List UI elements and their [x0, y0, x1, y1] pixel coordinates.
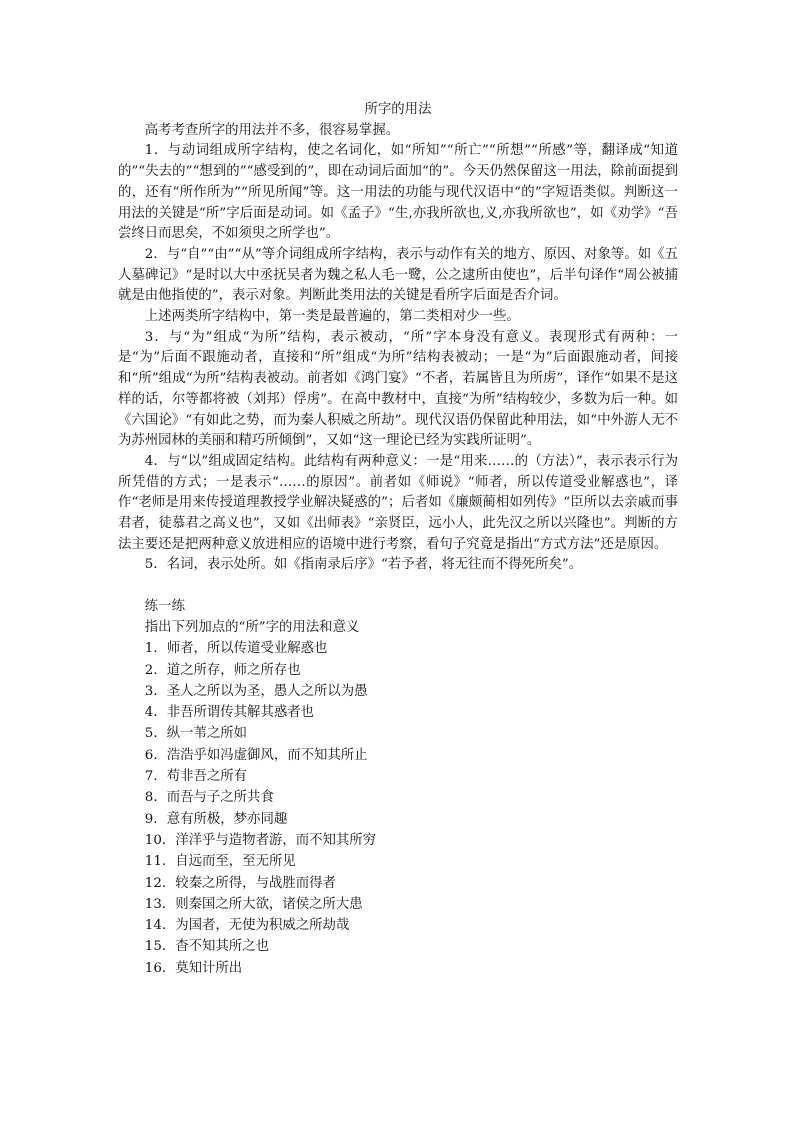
document-title: 所字的用法 — [364, 102, 432, 117]
usage-1-paragraph: 1．与动词组成所字结构，使之名词化，如“所知”“所亡”“所想”“所感”等，翻译成“知道的”“失去的”“想到的”“感受到的”，即在动词后面加“的”。今天仍然保留这一用法，除前面提到的，还有“所作所为”“所见所闻”等。这一用法的功能与现代汉语中“的”字短语类似。判断这一用法的关键是“所”字后面是动词。如《孟子》“生,亦我所欲也,义,亦我所欲也”，如《劝学》“吾尝终日而思矣，不如须臾之所学也”。 — [118, 143, 678, 242]
exercise-item: 10．洋洋乎与造物者游，而不知其所穷 — [144, 832, 377, 848]
section-spacer — [118, 576, 678, 597]
exercise-item: 5．纵一苇之所如 — [144, 726, 248, 742]
exercise-item: 12．较秦之所得，与战胜而得者 — [144, 875, 336, 891]
exercise-list — [118, 638, 678, 979]
summary-paragraph: 上述两类所字结构中，第一类是最普遍的，第二类相对少一些。 — [144, 309, 520, 325]
exercise-item: 16．莫知计所出 — [144, 960, 243, 976]
exercise-item: 6．浩浩乎如冯虚御风，而不知其所止 — [144, 747, 368, 763]
exercise-item: 1．师者，所以传道受业解惑也 — [144, 641, 328, 657]
usage-4-paragraph: 4．与“以”组成固定结构。此结构有两种意义：一是“用来……的（方法）”，表示表示行为所凭借的方式；一是表示“……的原因”。前者如《师说》“师者，所以传道受业解惑也”，译作“老师是用来传授道理教授学业解决疑惑的”；后者如《廉颇蔺相如列传》“臣所以去亲戚而事君者，徒慕君之高义也”，又如《出师表》“亲贤臣，远小人，此先汉之所以兴隆也”。判断的方法主要还是把两种意义放进相应的语境中进行考察，看句子究竟是指出“方式方法”还是原因。 — [118, 453, 678, 552]
exercise-item: 15．杳不知其所之也 — [144, 939, 269, 955]
exercise-heading: 练一练 — [144, 598, 185, 614]
exercise-item: 14．为国者，无使为积威之所劫哉 — [144, 918, 350, 934]
exercise-item: 8．而吾与子之所共食 — [144, 790, 274, 806]
exercise-item: 7．苟非吾之所有 — [144, 769, 248, 785]
usage-3-paragraph: 3．与“为”组成“为所”结构，表示被动，“所”字本身没有意义。表现形式有两种：一是“为”后面不跟施动者，直接和“所”组成“为所”结构表被动；一是“为”后面跟施动者，间接和“所”组成“为所”结构表被动。前者如《鸿门宴》“不者，若属皆且为所虏”，译作“如果不是这样的话，尔等都将被（刘邦）俘虏”。在高中教材中，直接“为所”结构较少，多数为后一种。如《六国论》“有如此之势，而为秦人积威之所劫”。现代汉语仍保留此种用法，如“中外游人无不为苏州园林的美丽和精巧所倾倒”，又如“这一理论已经为实践所证明”。 — [118, 329, 678, 449]
exercise-item: 13．则秦国之所大欲，诸侯之所大患 — [144, 896, 363, 912]
exercise-item: 2．道之所存，师之所存也 — [144, 662, 301, 678]
intro-paragraph: 高考考查所字的用法并不多，很容易掌握。 — [144, 122, 400, 138]
document-page — [118, 100, 678, 979]
usage-5-paragraph: 5．名词，表示处所。如《指南录后序》“若予者，将无往而不得死所矣”。 — [144, 557, 583, 573]
exercise-item: 4．非吾所谓传其解其惑者也 — [144, 705, 315, 721]
exercise-item: 9．意有所极，梦亦同趣 — [144, 811, 288, 827]
usage-2-paragraph: 2．与“自”“由”“从”等介词组成所字结构，表示与动作有关的地方、原因、对象等。如《五人墓碑记》“是时以大中丞抚吴者为魏之私人毛一鹭，公之逮所由使也”，后半句译作“周公被捕就是由他指使的”，表示对象。判断此类用法的关键是看所字后面是否介词。 — [118, 246, 678, 304]
exercise-instruction: 指出下列加点的“所”字的用法和意义 — [144, 619, 360, 635]
exercise-item: 3．圣人之所以为圣，愚人之所以为愚 — [144, 683, 368, 699]
exercise-item: 11．自远而至，至无所见 — [144, 854, 296, 870]
